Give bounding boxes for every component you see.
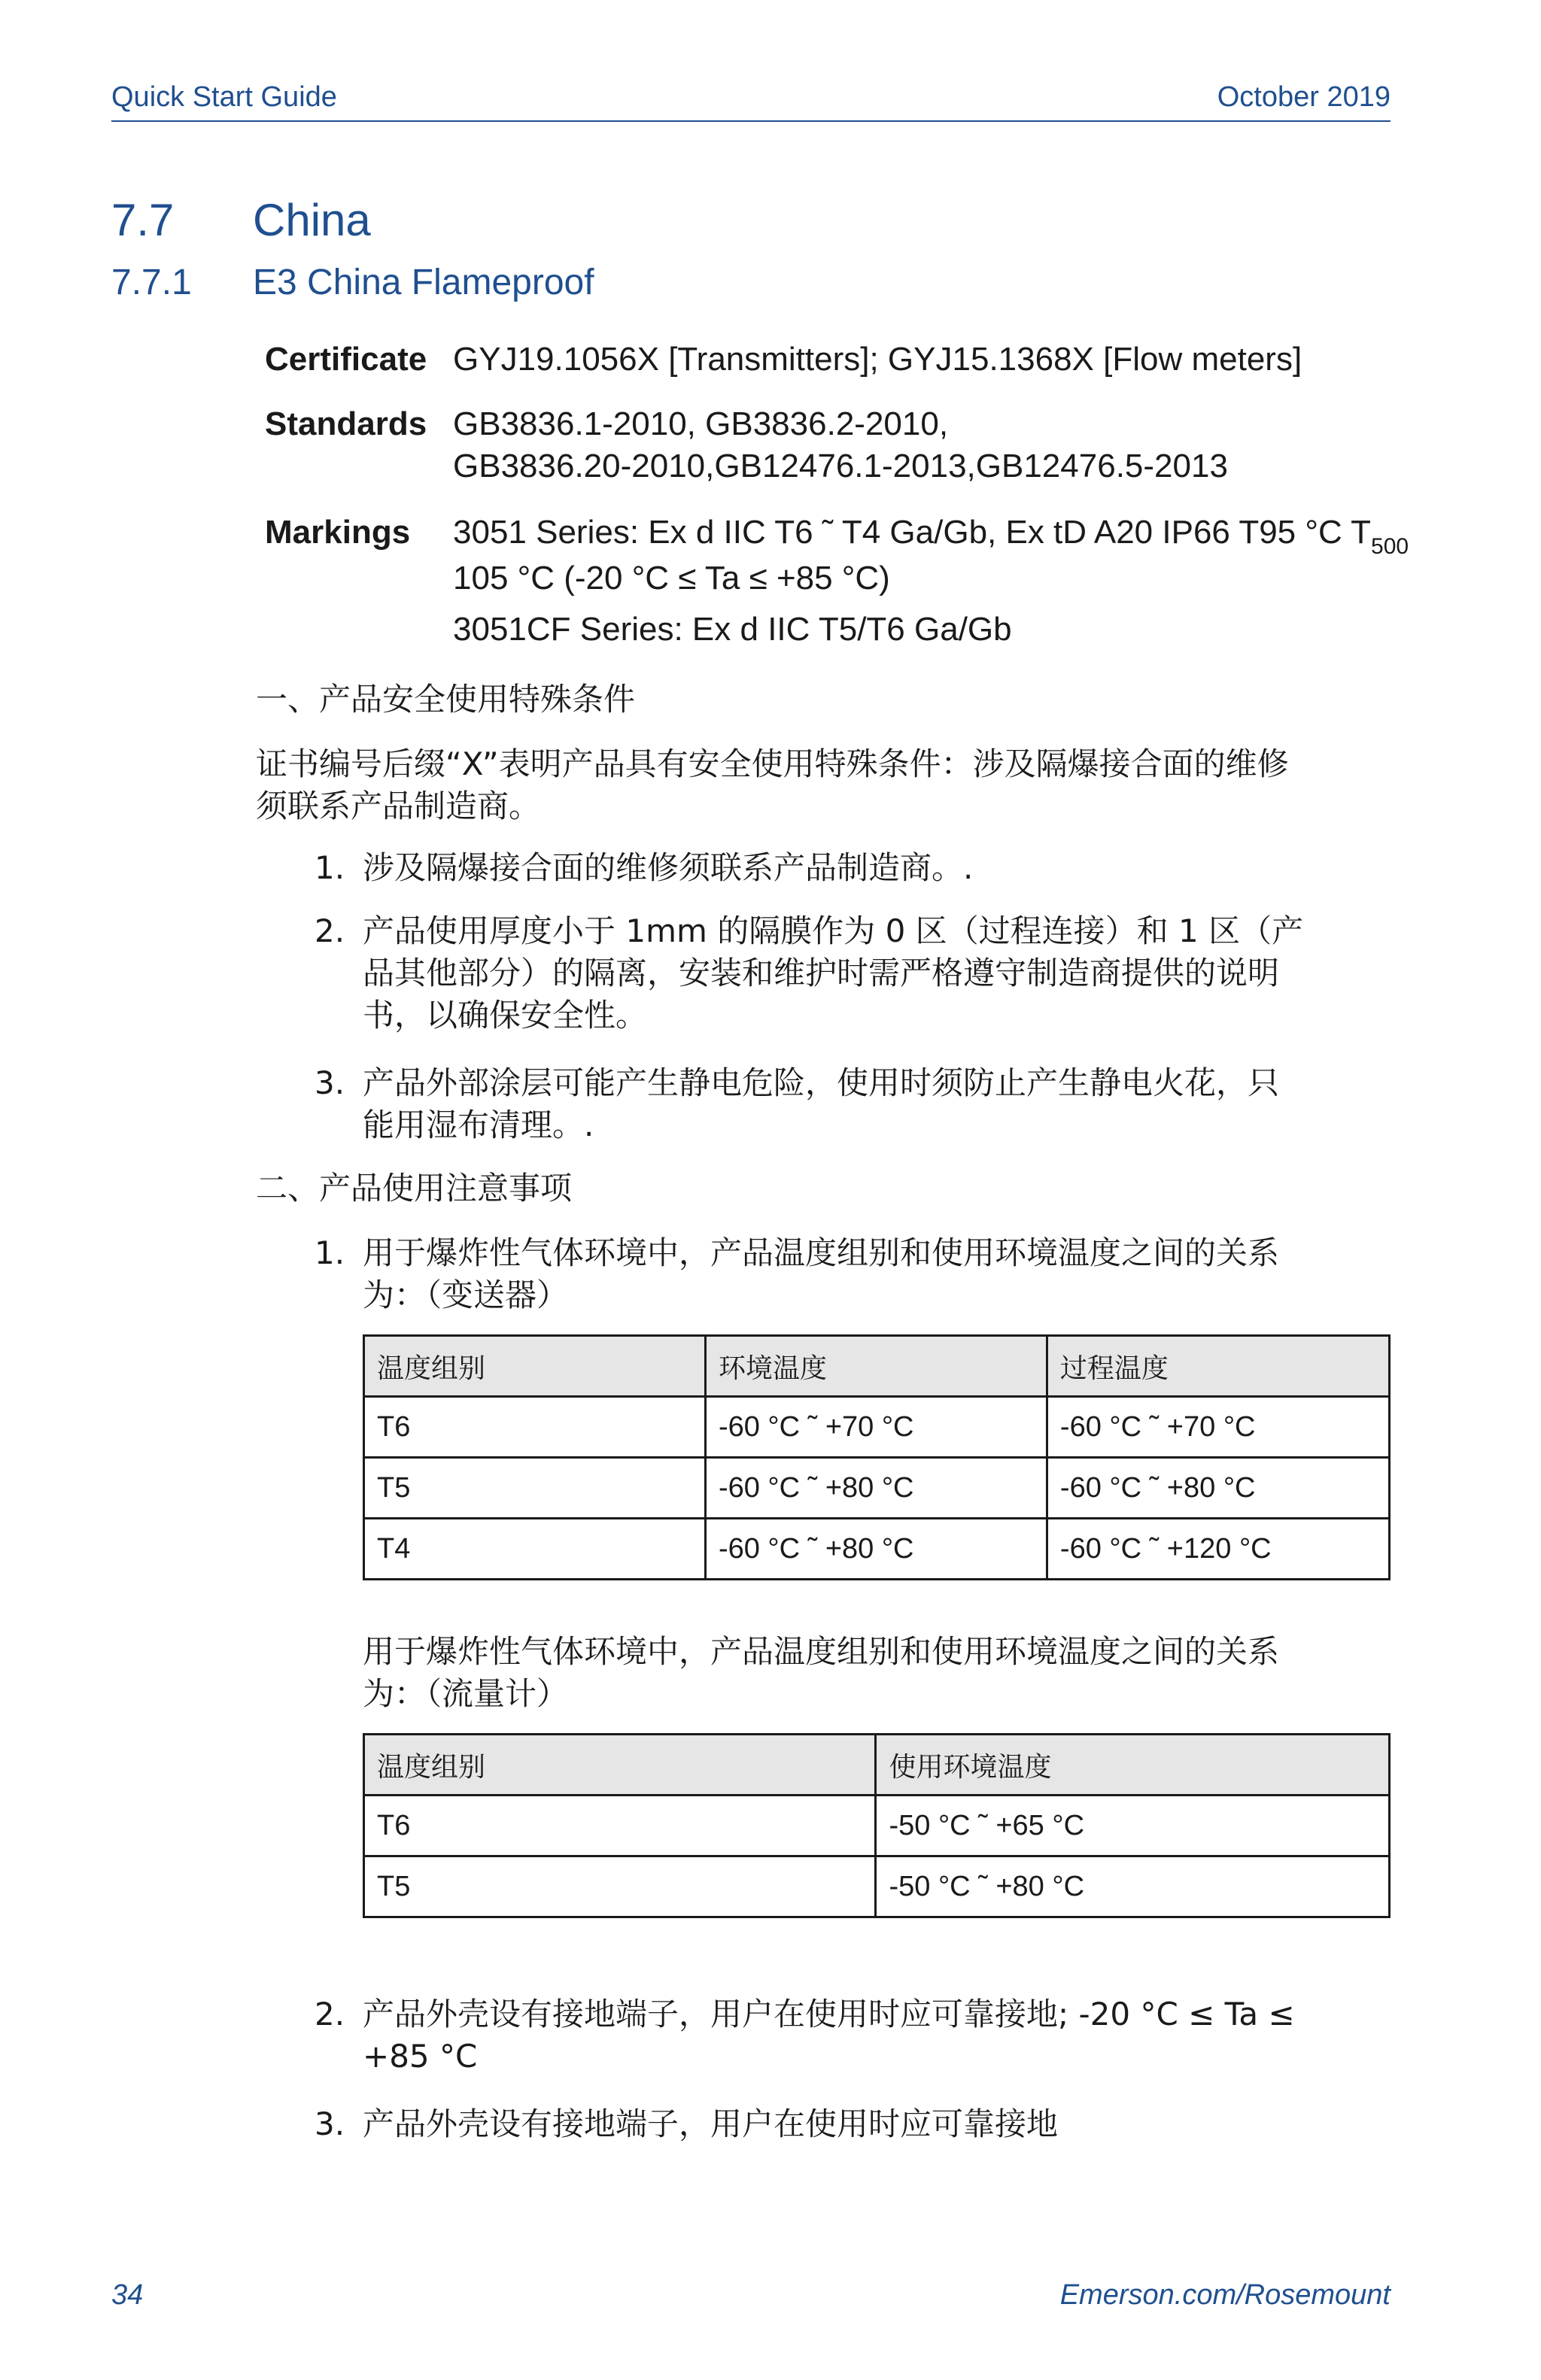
standards-label: Standards bbox=[265, 405, 427, 442]
note-2-line-2: +85 °C bbox=[363, 2038, 478, 2075]
note-3-line-1: 产品外壳设有接地端子，用户在使用时应可靠接地 bbox=[363, 2105, 1059, 2142]
conditions-heading: 一、产品安全使用特殊条件 bbox=[256, 681, 636, 718]
condition-1-number: 1. bbox=[315, 849, 345, 886]
note-1-number: 1. bbox=[315, 1234, 345, 1271]
header-date: October 2019 bbox=[1217, 81, 1391, 113]
standards-value bbox=[453, 403, 1431, 487]
condition-3-number: 3. bbox=[315, 1064, 345, 1101]
flowmeter-temperature-table bbox=[363, 1733, 1391, 1918]
table-cell: -50 °C ˜ +65 °C bbox=[876, 1796, 1390, 1856]
certificate-label: Certificate bbox=[265, 341, 427, 378]
subsection-title: E3 China Flameproof bbox=[253, 263, 594, 302]
condition-3-line-2: 能用湿布清理。. bbox=[363, 1107, 594, 1143]
table-row bbox=[364, 1856, 1390, 1917]
table-header-cell: 使用环境温度 bbox=[876, 1735, 1390, 1796]
table-cell: T4 bbox=[364, 1519, 706, 1580]
condition-2-number: 2. bbox=[315, 912, 345, 949]
table-cell: T5 bbox=[364, 1458, 706, 1519]
note-2-number: 2. bbox=[315, 1996, 345, 2032]
page-number: 34 bbox=[111, 2279, 144, 2311]
standards-line-1: GB3836.1-2010, GB3836.2-2010, bbox=[453, 405, 949, 442]
subsection-number: 7.7.1 bbox=[111, 263, 192, 302]
table-header-cell: 温度组别 bbox=[364, 1336, 706, 1397]
table-row bbox=[364, 1397, 1390, 1458]
table-cell: -60 °C ˜ +80 °C bbox=[1047, 1458, 1389, 1519]
table-cell: -60 °C ˜ +70 °C bbox=[705, 1397, 1047, 1458]
note-1-line-2: 为：（变送器） bbox=[363, 1277, 569, 1313]
transmitter-temperature-table bbox=[363, 1334, 1391, 1580]
table-cell: T6 bbox=[364, 1796, 876, 1856]
markings-value bbox=[453, 512, 1431, 651]
note-3-number: 3. bbox=[315, 2105, 345, 2142]
table-row bbox=[364, 1796, 1390, 1856]
page-header bbox=[111, 81, 1391, 122]
condition-2-line-1: 产品使用厚度小于 1mm 的隔膜作为 0 区（过程连接）和 1 区（产 bbox=[363, 912, 1304, 949]
markings-line-2: 105 °C (-20 °C ≤ Ta ≤ +85 °C) bbox=[453, 560, 890, 597]
condition-2-line-3: 书，以确保安全性。 bbox=[363, 997, 648, 1034]
flow-intro-line-2: 为：（流量计） bbox=[363, 1675, 569, 1712]
table-row bbox=[364, 1519, 1390, 1580]
footer-website: Emerson.com/Rosemount bbox=[1059, 2279, 1391, 2311]
table-header-cell: 过程温度 bbox=[1047, 1336, 1389, 1397]
markings-line-3: 3051CF Series: Ex d IIC T5/T6 Ga/Gb bbox=[453, 611, 1012, 648]
notes-heading: 二、产品使用注意事项 bbox=[256, 1170, 573, 1207]
standards-line-2: GB3836.20-2010,GB12476.1-2013,GB12476.5-2013 bbox=[453, 448, 1228, 484]
note-2-line-1: 产品外壳设有接地端子，用户在使用时应可靠接地; -20 °C ≤ Ta ≤ bbox=[363, 1996, 1295, 2032]
table-header-row bbox=[364, 1735, 1390, 1796]
table-cell: -60 °C ˜ +70 °C bbox=[1047, 1397, 1389, 1458]
conditions-intro-line-1: 证书编号后缀“X”表明产品具有安全使用特殊条件：涉及隔爆接合面的维修 bbox=[256, 745, 1289, 782]
condition-1-text: 涉及隔爆接合面的维修须联系产品制造商。. bbox=[363, 849, 974, 886]
table-row bbox=[364, 1458, 1390, 1519]
section-title: China bbox=[253, 195, 371, 245]
header-doc-title: Quick Start Guide bbox=[111, 81, 337, 113]
note-1-line-1: 用于爆炸性气体环境中，产品温度组别和使用环境温度之间的关系 bbox=[363, 1234, 1280, 1271]
table-cell: -50 °C ˜ +80 °C bbox=[876, 1856, 1390, 1917]
table-cell: T6 bbox=[364, 1397, 706, 1458]
markings-subscript: 500 bbox=[1371, 534, 1409, 559]
certificate-value: GYJ19.1056X [Transmitters]; GYJ15.1368X [Flow meters] bbox=[453, 341, 1302, 378]
table-cell: -60 °C ˜ +120 °C bbox=[1047, 1519, 1389, 1580]
table-cell: -60 °C ˜ +80 °C bbox=[705, 1519, 1047, 1580]
table-cell: T5 bbox=[364, 1856, 876, 1917]
flow-intro-line-1: 用于爆炸性气体环境中，产品温度组别和使用环境温度之间的关系 bbox=[363, 1633, 1280, 1670]
conditions-intro-line-2: 须联系产品制造商。 bbox=[256, 788, 541, 824]
table-cell: -60 °C ˜ +80 °C bbox=[705, 1458, 1047, 1519]
table-header-cell: 环境温度 bbox=[705, 1336, 1047, 1397]
section-number: 7.7 bbox=[111, 195, 175, 245]
table-header-cell: 温度组别 bbox=[364, 1735, 876, 1796]
markings-label: Markings bbox=[265, 514, 411, 551]
markings-line-1: 3051 Series: Ex d IIC T6 ˜ T4 Ga/Gb, Ex tD A20 IP66 T95 °C T bbox=[453, 514, 1372, 551]
condition-3-line-1: 产品外部涂层可能产生静电危险，使用时须防止产生静电火花，只 bbox=[363, 1064, 1280, 1101]
table-header-row bbox=[364, 1336, 1390, 1397]
condition-2-line-2: 品其他部分）的隔离，安装和维护时需严格遵守制造商提供的说明 bbox=[363, 955, 1280, 991]
